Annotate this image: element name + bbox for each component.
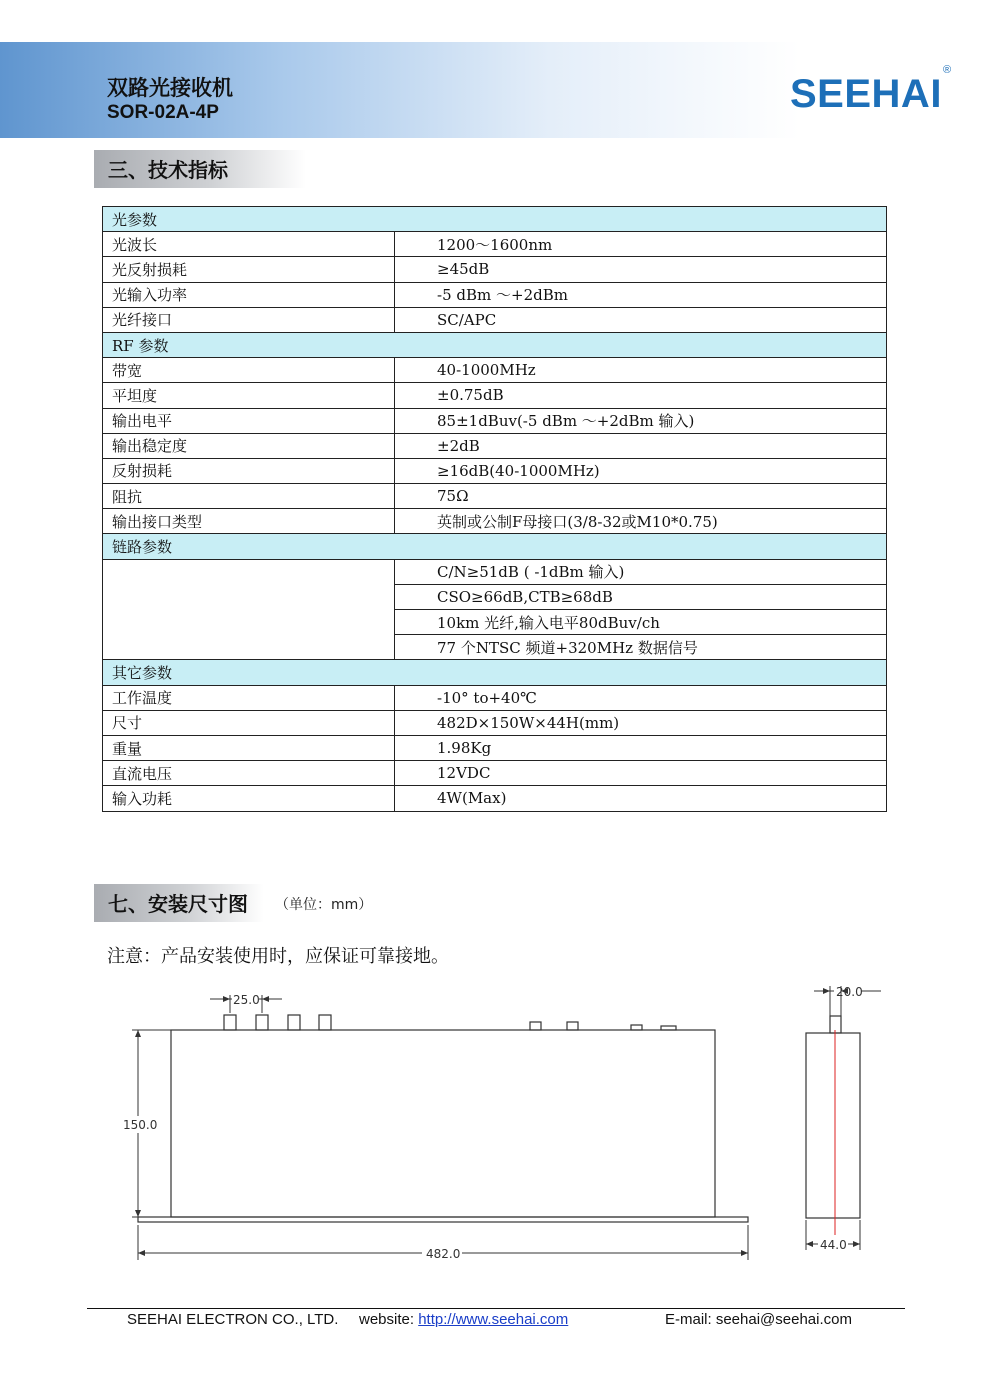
param-label: 输出稳定度	[103, 433, 395, 458]
unit-note: （单位：mm）	[275, 897, 373, 913]
brand-logo: SEEHAI	[790, 72, 942, 116]
param-value: -5 dBm ～+2dBm	[395, 282, 887, 307]
top-view-body	[138, 1030, 748, 1222]
param-value: 1200～1600nm	[395, 232, 887, 257]
registered-mark: ®	[943, 64, 952, 76]
param-value: ≥45dB	[395, 257, 887, 282]
param-value: 10km 光纤,输入电平80dBuv/ch	[395, 610, 887, 635]
param-value: ≥16dB(40-1000MHz)	[395, 458, 887, 483]
website-label: website:	[359, 1311, 419, 1328]
section-title: 七、安装尺寸图	[108, 892, 248, 916]
param-label: 重量	[103, 735, 395, 760]
param-label: 反射损耗	[103, 458, 395, 483]
dimension-arrows	[135, 988, 860, 1256]
param-label: 阻抗	[103, 484, 395, 509]
param-label: 光纤接口	[103, 307, 395, 332]
param-value: 482D×150W×44H(mm)	[395, 710, 887, 735]
param-value: ±2dB	[395, 433, 887, 458]
param-label: 输入功耗	[103, 786, 395, 811]
category-cell: 光参数	[103, 207, 887, 232]
param-value: CSO≥66dB,CTB≥68dB	[395, 584, 887, 609]
param-label: 输出接口类型	[103, 509, 395, 534]
param-label: 直流电压	[103, 761, 395, 786]
param-value: 12VDC	[395, 761, 887, 786]
param-label: 输出电平	[103, 408, 395, 433]
dim-width: 482.0	[426, 1247, 461, 1261]
param-value: 1.98Kg	[395, 735, 887, 760]
dimension-labels	[123, 985, 863, 1261]
dim-depth: 150.0	[123, 1118, 158, 1132]
category-cell: RF 参数	[103, 332, 887, 357]
param-value: C/N≥51dB ( -1dBm 输入)	[395, 559, 887, 584]
param-value: -10° to+40℃	[395, 685, 887, 710]
param-label: 工作温度	[103, 685, 395, 710]
param-value: 40-1000MHz	[395, 358, 887, 383]
param-label: 平坦度	[103, 383, 395, 408]
dim-side-port: 20.0	[836, 985, 863, 999]
category-cell: 链路参数	[103, 534, 887, 559]
dimension-lines	[132, 986, 881, 1260]
doc-title: 双路光接收机	[107, 76, 233, 100]
section-title: 三、技术指标	[108, 158, 228, 182]
param-label: 带宽	[103, 358, 395, 383]
footer-email: E-mail: seehai@seehai.com	[665, 1311, 852, 1328]
param-value: 英制或公制F母接口(3/8-32或M10*0.75)	[395, 509, 887, 534]
param-value: ±0.75dB	[395, 383, 887, 408]
param-value: 85±1dBuv(-5 dBm ～+2dBm 输入)	[395, 408, 887, 433]
param-value: SC/APC	[395, 307, 887, 332]
param-value: 75Ω	[395, 484, 887, 509]
param-label: 尺寸	[103, 710, 395, 735]
website-link[interactable]: http://www.seehai.com	[418, 1311, 569, 1328]
footer-website	[359, 1311, 568, 1328]
param-label: 光输入功率	[103, 282, 395, 307]
side-view	[806, 1016, 860, 1235]
param-label: 光波长	[103, 232, 395, 257]
footer-divider	[87, 1308, 905, 1309]
param-value: 77 个NTSC 频道+320MHz 数据信号	[395, 635, 887, 660]
grounding-notice: 注意：产品安装使用时，应保证可靠接地。	[107, 946, 449, 967]
doc-model: SOR-02A-4P	[107, 102, 219, 123]
dim-side-height: 44.0	[820, 1238, 847, 1252]
dim-port-spacing: 25.0	[233, 993, 260, 1007]
param-label: 光反射损耗	[103, 257, 395, 282]
connector-ports	[224, 1015, 676, 1030]
category-cell: 其它参数	[103, 660, 887, 685]
param-value: 4W(Max)	[395, 786, 887, 811]
footer-company: SEEHAI ELECTRON CO., LTD.	[127, 1311, 339, 1328]
